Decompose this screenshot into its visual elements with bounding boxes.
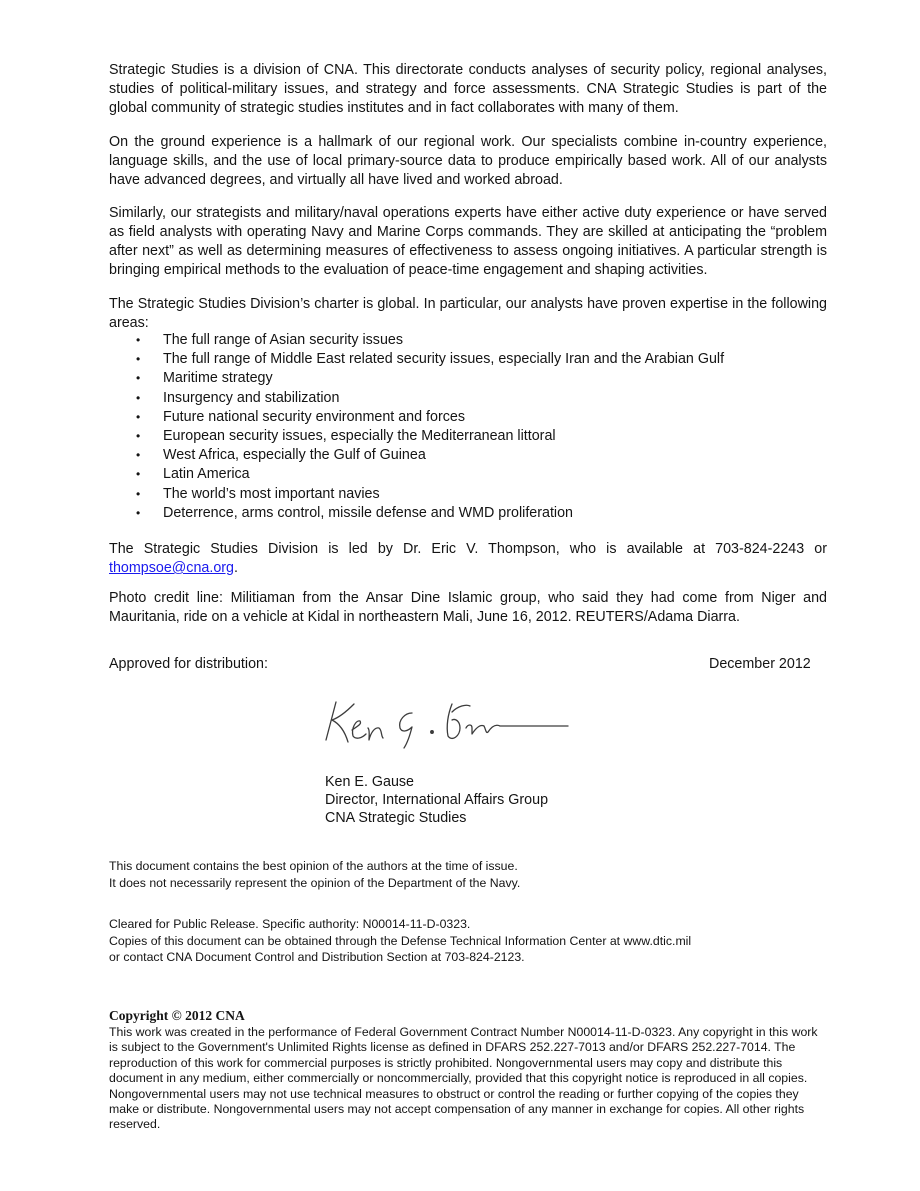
list-item: • The full range of Middle East related security issues, especially Iran and the Arabian Gulf [109, 350, 827, 369]
bullet-icon: • [136, 429, 141, 444]
signer-title: Director, International Affairs Group [325, 792, 549, 808]
intro-paragraph: Strategic Studies is a division of CNA. This directorate conducts analyses of security policy, regional analyses, studies of political-military issues, and strategy and force assessments. CNA Strategic Studies is part of the global community of strategic studies institutes and in fact collaborates with many of them. [109, 62, 827, 116]
list-item: • The full range of Asian security issues [109, 331, 827, 350]
list-item: • Latin America [109, 465, 827, 484]
expertise-list [109, 331, 827, 523]
bullet-icon: • [136, 448, 141, 463]
list-item: • Future national security environment and forces [109, 408, 827, 427]
list-item: • West Africa, especially the Gulf of Guinea [109, 446, 827, 465]
copyright-body: This work was created in the performance of Federal Government Contract Number N00014-11-D-0323. Any copyright in this work is subject to the Government's Unlimited Rights license as defined in DFARS 252.227-7013 and/or DFARS 252.227-7014. The reproduction of this work for commercial purposes is strictly prohibited. Nongovernmental users may copy and distribute this document in any medium, either commercially or noncommercially, provided that this copyright notice is reproduced in all copies. Nongovernmental users may not use technical measures to obstruct or control the reading or further copying of the copies they make or distribute. Nongovernmental users may not accept compensation of any manner in exchange for copies. All other rights reserved. [109, 1025, 818, 1132]
copyright-title: Copyright © 2012 CNA [109, 1008, 245, 1023]
approval-date: December 2012 [709, 656, 811, 672]
bullet-icon: • [136, 390, 141, 405]
regional-work-paragraph: On the ground experience is a hallmark of our regional work. Our specialists combine in-country experience, language skills, and the use of local primary-source data to produce empirically based work. All of our analysts have advanced degrees, and virtually all have lived and worked abroad. [109, 134, 827, 188]
list-item: • European security issues, especially the Mediterranean littoral [109, 427, 827, 446]
signer-block [325, 773, 548, 827]
signer-name: Ken E. Gause [325, 774, 415, 790]
contact-paragraph: The Strategic Studies Division is led by Dr. Eric V. Thompson, who is available at 703-824-2243 or thompsoe@cna.org. [109, 541, 827, 576]
bullet-icon: • [136, 333, 141, 347]
list-item: • Deterrence, arms control, missile defense and WMD proliferation [109, 504, 827, 523]
bullet-icon: • [136, 467, 141, 482]
release-notice: Cleared for Public Release. Specific authority: N00014-11-D-0323. Copies of this document can be obtained through the Defense Technical Information Center at www.dtic.mil or contact CNA Document Control and Distribution Section at 703-824-2123. [109, 917, 692, 964]
signature [320, 690, 580, 752]
bullet-icon: • [136, 409, 141, 424]
photo-credit-paragraph: Photo credit line: Militiaman from the Ansar Dine Islamic group, who said they had come from Niger and Mauritania, ride on a vehicle at Kidal in northeastern Mali, June 16, 2012. REUTERS/Adama Diarra. [109, 590, 827, 625]
signer-org: CNA Strategic Studies [325, 810, 467, 826]
bullet-icon: • [136, 486, 141, 501]
bullet-icon: • [136, 352, 141, 367]
approval-label: Approved for distribution: [109, 656, 268, 672]
list-item: • The world’s most important navies [109, 485, 827, 504]
bullet-icon: • [136, 371, 141, 386]
charter-paragraph: The Strategic Studies Division’s charter is global. In particular, our analysts have proven expertise in the following areas: [109, 296, 827, 331]
strategists-paragraph: Similarly, our strategists and military/naval operations experts have either active duty experience or have served as field analysts with operating Navy and Marine Corps commands. They are skilled at anticipating the “problem after next” as well as determining measures of effectiveness to assess ongoing initiatives. A particular strength is bringing empirical methods to the evaluation of peace-time engagement and shaping activities. [109, 205, 827, 278]
bullet-icon: • [136, 505, 141, 520]
disclaimer: This document contains the best opinion of the authors at the time of issue. It does not necessarily represent the opinion of the Department of the Navy. [109, 859, 521, 890]
list-item: • Maritime strategy [109, 369, 827, 388]
email-link[interactable]: thompsoe@cna.org [109, 560, 234, 576]
list-item: • Insurgency and stabilization [109, 389, 827, 408]
